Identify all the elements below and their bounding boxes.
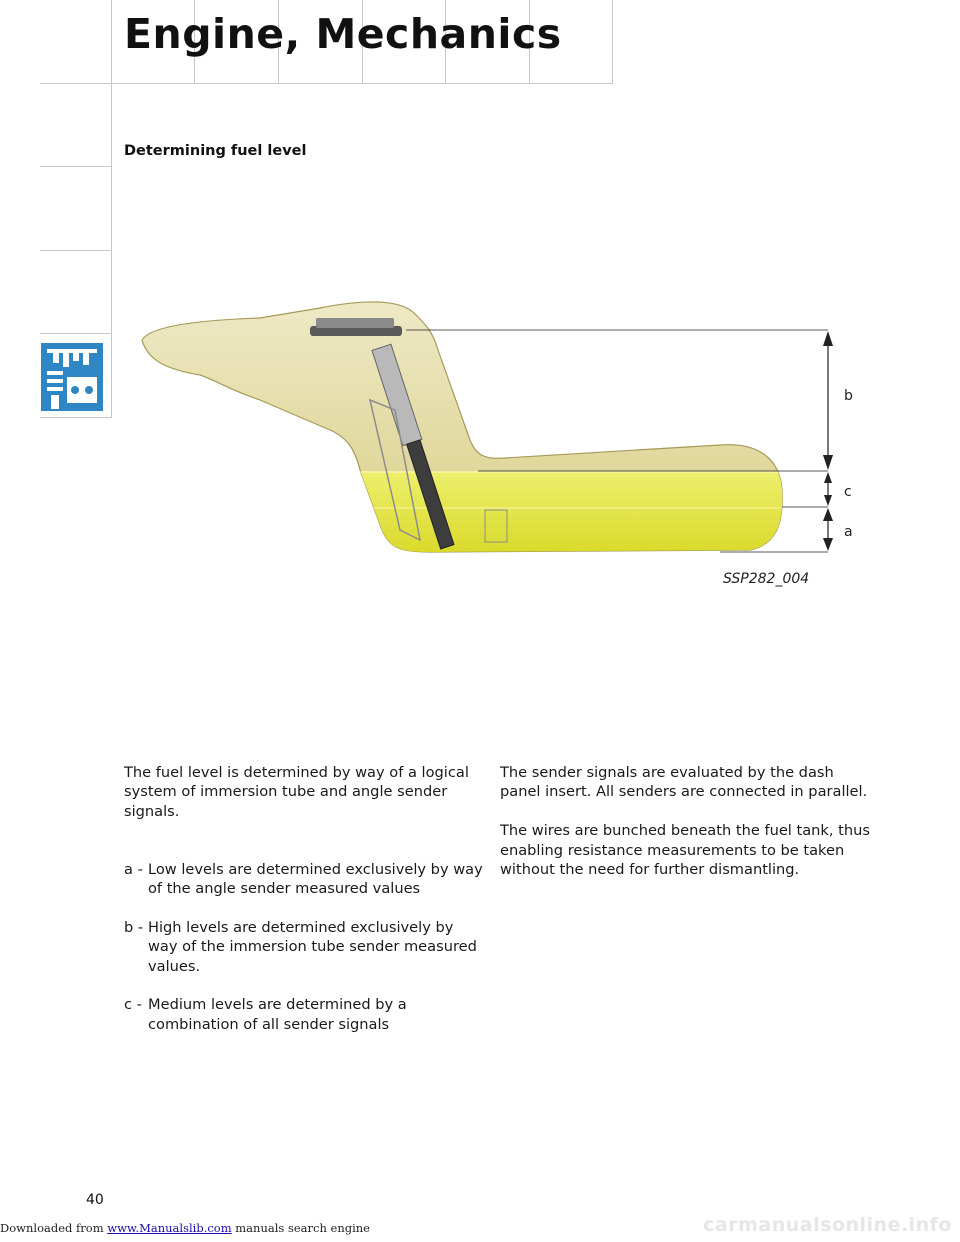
watermark: carmanualsonline.info: [703, 1214, 952, 1236]
definition-b: [124, 918, 484, 976]
label-a: a: [844, 524, 853, 540]
definition-key: c -: [124, 996, 142, 1014]
page-title: Engine, Mechanics: [124, 10, 562, 58]
definition-a: [124, 860, 484, 899]
engine-section-icon: [41, 343, 103, 411]
definition-key: b -: [124, 918, 144, 936]
definition-key: a -: [124, 860, 143, 878]
sender-unit-flange: [310, 318, 402, 336]
definition-text: Medium levels are determined by a combination of all sender signals: [148, 996, 407, 1033]
download-footer: [0, 1221, 370, 1235]
definition-text: Low levels are determined exclusively by way of the angle sender measured values: [148, 860, 483, 898]
label-c: c: [844, 484, 852, 500]
figure-caption: SSP282_004: [723, 571, 810, 587]
dimension-arrow-b: [823, 331, 833, 470]
right-paragraph-1: The sender signals are evaluated by the dash panel insert. All senders are connected in parallel.: [500, 764, 868, 801]
fuel-tank-figure: [120, 290, 860, 562]
page-number: 40: [86, 1192, 104, 1208]
intro-paragraph: The fuel level is determined by way of a logical system of immersion tube and angle sender signals.: [124, 764, 469, 820]
definition-text: High levels are determined exclusively by way of the immersion tube sender measured values.: [148, 918, 477, 975]
left-column: [124, 763, 484, 1054]
section-heading: Determining fuel level: [124, 143, 307, 159]
fuel-level-fill: [120, 472, 860, 562]
dimension-arrow-a: [823, 508, 833, 551]
dimension-arrow-c: [824, 472, 832, 506]
footer-prefix: Downloaded from: [0, 1221, 108, 1235]
definition-c: [124, 995, 484, 1034]
right-paragraph-2: The wires are bunched beneath the fuel tank, thus enabling resistance measurements to be taken without the need for further dismantling.: [500, 822, 870, 879]
label-b: b: [844, 388, 853, 404]
footer-suffix: manuals search engine: [231, 1221, 370, 1235]
right-column: [500, 763, 870, 899]
manualslib-link[interactable]: www.Manualslib.com: [107, 1221, 232, 1235]
